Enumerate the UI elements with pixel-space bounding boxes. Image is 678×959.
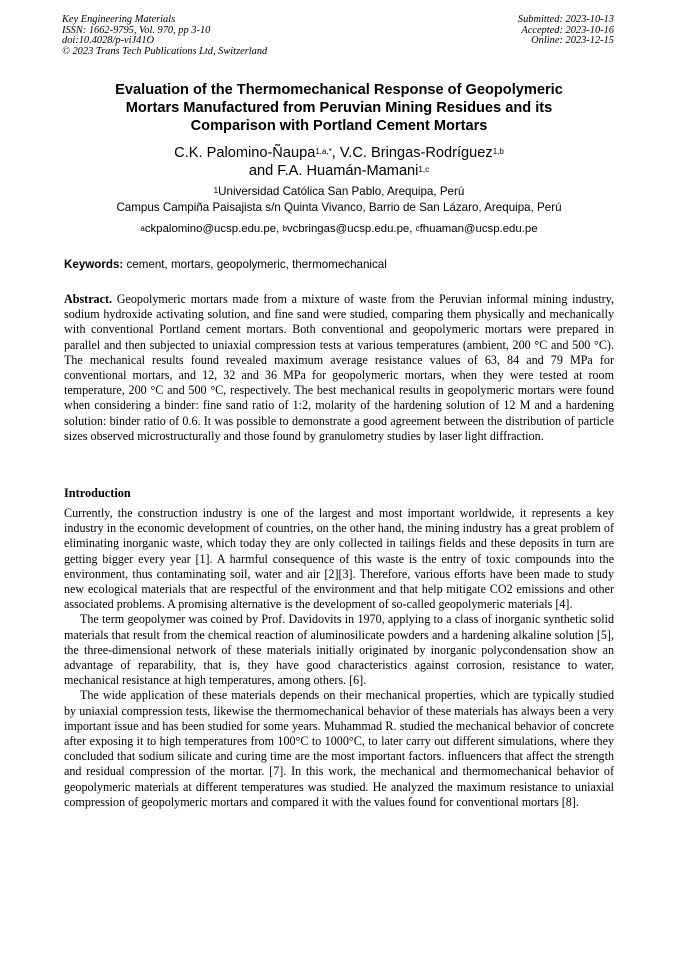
section-heading-introduction: Introduction bbox=[64, 486, 131, 500]
author-separator: , bbox=[331, 145, 340, 161]
paragraph: The term geopolymer was coined by Prof. Davidovits in 1970, applying to a class of inorganic synthetic solid materials that result from the chemical reaction of aluminosilicate powders and a hardening alkaline solution [5], the three-dimensional network of these materials initially originated by inorganic polycondensation show an advantage of reparability, that is, they have good characteristics against corrosion, resistance to water, mechanical resistance at high temperatures, among others. [6]. bbox=[64, 612, 614, 688]
accepted-date: Accepted: 2023-10-16 bbox=[521, 24, 614, 36]
author-emails bbox=[64, 222, 614, 237]
introduction-body bbox=[64, 506, 614, 810]
author-and: and bbox=[248, 163, 278, 179]
title-line: Mortars Manufactured from Peruvian Mining Residues and its bbox=[125, 100, 553, 116]
submitted-date: Submitted: 2023-10-13 bbox=[517, 14, 614, 25]
journal-info bbox=[62, 15, 267, 57]
affiliation-line: $^1$Universidad Católica San Pablo, Arequipa, Perú bbox=[213, 185, 465, 198]
issn-volume: ISSN: 1662-9795, Vol. 970, pp 3-10 bbox=[62, 24, 211, 36]
author-line bbox=[64, 162, 614, 180]
abstract bbox=[64, 292, 614, 444]
paragraph: Currently, the construction industry is one of the largest and most important worldwide, it represents a key industry in the economic development of countries, on the other hand, the mining industry has a great problem of eliminating inorganic waste, which today they are only collected in tailings fields and these deposits in turn are getting bigger every year [1]. A harmful consequence of this waste is the entry of toxic compounds into the environment, thus contaminating soil, water and air [2][3]. Therefore, various efforts have been made to study new ecological materials that are respectful of the environment and that help mitigate CO2 emissions and other associated problems. A promising alternative is the development of so-called geopolymeric materials [4]. bbox=[64, 506, 614, 612]
abstract-text: Geopolymeric mortars made from a mixture of waste from the Peruvian informal mining industry, sodium hydroxide activating solution, and fine sand were studied, comparing them physically and mechanically with conventional Portland cement mortars. Both conventional and geopolymeric mortars were prepared in parallel and then subjected to uniaxial compression tests at various temperatures (ambient, 200 °C and 500 °C). The mechanical results found revealed maximum average resistance values of 63, 84 and 79 MPa for conventional mortars, and 12, 32 and 36 MPa for geopolymeric mortars, when they were tested at room temperature, 200 °C and 500 °C, respectively. The best mechanical results in geopolymeric mortars were found when considering a binder: fine sand ratio of 1:2, molarity of the hardening solution of 12 M and a hardening solution: binder ratio of 0.6. It was possible to demonstrate a good agreement between the distribution of particle sizes observed microstructurally and those found by granulometry studies by laser light diffraction. bbox=[64, 292, 614, 443]
author-affil-mark: 1,b bbox=[492, 147, 504, 156]
email-mark: b bbox=[282, 224, 287, 233]
dates-info bbox=[518, 15, 614, 47]
author-affil-mark: 1,c bbox=[418, 165, 430, 174]
affiliation-line: Campus Campiña Paisajista s/n Quinta Vivanco, Barrio de San Lázaro, Arequipa, Perú bbox=[116, 201, 562, 214]
doi: doi:10.4028/p-viJ41O bbox=[62, 35, 155, 47]
title-line: Evaluation of the Thermomechanical Response of Geopolymeric bbox=[115, 82, 563, 98]
email: fhuaman@ucsp.edu.pe bbox=[419, 223, 538, 235]
keywords bbox=[64, 257, 614, 272]
author-affil-mark: 1,a,* bbox=[315, 147, 332, 156]
author-name: C.K. Palomino-Ñaupa bbox=[174, 145, 316, 161]
email: ckpalomino@ucsp.edu.pe, bbox=[144, 223, 283, 235]
paper-title bbox=[64, 81, 614, 135]
copyright: © 2023 Trans Tech Publications Ltd, Switzerland bbox=[62, 45, 268, 57]
affiliation-mark: 1 bbox=[213, 186, 219, 195]
keywords-label: Keywords: bbox=[64, 258, 124, 271]
author-name: V.C. Bringas-Rodríguez bbox=[339, 145, 493, 161]
paragraph: The wide application of these materials depends on their mechanical properties, which are typically studied by uniaxial compression tests, likewise the thermomechanical behavior of these materials has always been a very important issue and has been studied for some years. Muhammad R. studied the mechanical behavior of concrete after exposing it to high temperatures from 100°C to 1000°C, to later carry out different simulations, where they concluded that sodium silicate and curing time are the most important factors. influencers that affect the strength and residual compression of the mortar. [7]. In this work, the mechanical and thermomechanical behavior of geopolymeric materials at different temperatures was studied. He analyzed the maximum resistance to uniaxial compression of geopolymeric mortars and compared it with the values found for conventional mortars [8]. bbox=[64, 688, 614, 809]
author-line bbox=[64, 144, 614, 162]
author-name: F.A. Huamán-Mamani bbox=[277, 163, 419, 179]
keywords-text: cement, mortars, geopolymeric, thermomechanical bbox=[123, 258, 387, 271]
author-list bbox=[64, 144, 614, 180]
title-line: Comparison with Portland Cement Mortars bbox=[190, 118, 488, 134]
email-mark: a bbox=[140, 224, 145, 233]
affiliation bbox=[64, 184, 614, 216]
abstract-label: Abstract. bbox=[64, 292, 113, 306]
email: vcbringas@ucsp.edu.pe, bbox=[286, 223, 416, 235]
email-mark: c bbox=[415, 224, 420, 233]
online-date: Online: 2023-12-15 bbox=[531, 35, 614, 47]
journal-name: Key Engineering Materials bbox=[62, 14, 176, 25]
